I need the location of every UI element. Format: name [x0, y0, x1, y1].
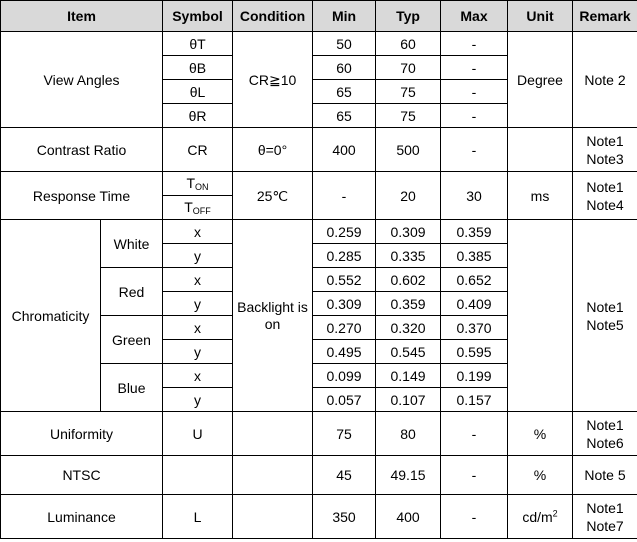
typ-cell: 500 — [376, 128, 441, 172]
symbol-cell — [163, 196, 233, 220]
table-row — [1, 172, 637, 196]
luminance-item: Luminance — [1, 495, 163, 539]
remark-line: Note1 — [586, 416, 624, 433]
table-row — [1, 456, 637, 495]
table-row — [1, 32, 637, 56]
symbol-subscript: OFF — [192, 205, 211, 216]
unit-cell — [508, 128, 573, 172]
remark-line: Note1 — [586, 499, 624, 516]
typ-cell: 60 — [376, 32, 441, 56]
header-unit: Unit — [508, 1, 573, 32]
response-time-item: Response Time — [1, 172, 163, 220]
max-cell: - — [441, 495, 508, 539]
chromaticity-condition: Backlight is on — [233, 220, 313, 412]
min-cell: 0.099 — [313, 364, 376, 388]
symbol-cell: y — [163, 340, 233, 364]
symbol-cell: CR — [163, 128, 233, 172]
symbol-cell: θT — [163, 32, 233, 56]
color-label-blue: Blue — [101, 364, 163, 412]
header-item: Item — [1, 1, 163, 32]
max-cell: 0.199 — [441, 364, 508, 388]
table-row — [1, 412, 637, 456]
header-remark: Remark — [573, 1, 637, 32]
max-cell: 0.652 — [441, 268, 508, 292]
table-row — [1, 220, 637, 244]
typ-cell: 70 — [376, 56, 441, 80]
typ-cell: 75 — [376, 104, 441, 128]
max-cell: - — [441, 456, 508, 495]
typ-cell: 0.107 — [376, 388, 441, 412]
max-cell: - — [441, 104, 508, 128]
symbol-cell: y — [163, 292, 233, 316]
symbol-base: T — [186, 174, 196, 191]
min-cell: - — [313, 172, 376, 220]
typ-cell: 80 — [376, 412, 441, 456]
symbol-cell: x — [163, 220, 233, 244]
symbol-cell: θR — [163, 104, 233, 128]
remark-line: Note4 — [586, 196, 624, 213]
min-cell: 0.309 — [313, 292, 376, 316]
min-cell: 0.057 — [313, 388, 376, 412]
header-row — [1, 1, 637, 32]
color-label-red: Red — [101, 268, 163, 316]
view-angles-condition: CR≧10 — [233, 32, 313, 128]
view-angles-remark: Note 2 — [573, 32, 637, 128]
condition-cell — [233, 495, 313, 539]
header-min: Min — [313, 1, 376, 32]
remark-line: Note1 — [586, 178, 624, 195]
max-cell: - — [441, 128, 508, 172]
typ-cell: 20 — [376, 172, 441, 220]
ntsc-item: NTSC — [1, 456, 163, 495]
chromaticity-item: Chromaticity — [1, 220, 101, 412]
typ-cell: 0.149 — [376, 364, 441, 388]
unit-cell: ms — [508, 172, 573, 220]
remark-line: Note5 — [586, 316, 624, 333]
symbol-cell: θL — [163, 80, 233, 104]
min-cell: 60 — [313, 56, 376, 80]
table-row — [1, 495, 637, 539]
max-cell: 0.359 — [441, 220, 508, 244]
symbol-cell — [163, 172, 233, 196]
max-cell: 0.157 — [441, 388, 508, 412]
color-label-white: White — [101, 220, 163, 268]
view-angles-item: View Angles — [1, 32, 163, 128]
unit-cell: % — [508, 412, 573, 456]
min-cell: 0.270 — [313, 316, 376, 340]
typ-cell: 0.359 — [376, 292, 441, 316]
header-max: Max — [441, 1, 508, 32]
max-cell: - — [441, 56, 508, 80]
remark-line: Note1 — [586, 132, 624, 149]
condition-cell — [233, 412, 313, 456]
min-cell: 65 — [313, 80, 376, 104]
remark-cell — [573, 128, 637, 172]
symbol-cell: y — [163, 244, 233, 268]
typ-cell: 75 — [376, 80, 441, 104]
min-cell: 350 — [313, 495, 376, 539]
uniformity-item: Uniformity — [1, 412, 163, 456]
min-cell: 0.285 — [313, 244, 376, 268]
symbol-cell: x — [163, 364, 233, 388]
remark-line: Note1 — [586, 298, 624, 315]
min-cell: 0.259 — [313, 220, 376, 244]
remark-line: Note7 — [586, 517, 624, 534]
remark-cell — [573, 172, 637, 220]
typ-cell: 0.602 — [376, 268, 441, 292]
header-typ: Typ — [376, 1, 441, 32]
remark-line: Note3 — [586, 150, 624, 167]
max-cell: 0.385 — [441, 244, 508, 268]
max-cell: 0.409 — [441, 292, 508, 316]
typ-cell: 0.320 — [376, 316, 441, 340]
remark-cell: Note 5 — [573, 456, 637, 495]
view-angles-unit: Degree — [508, 32, 573, 128]
max-cell: - — [441, 32, 508, 56]
remark-cell — [573, 412, 637, 456]
symbol-cell: x — [163, 316, 233, 340]
symbol-subscript: ON — [195, 181, 209, 192]
contrast-ratio-item: Contrast Ratio — [1, 128, 163, 172]
min-cell: 50 — [313, 32, 376, 56]
max-cell: - — [441, 412, 508, 456]
max-cell: 0.370 — [441, 316, 508, 340]
condition-cell: θ=0° — [233, 128, 313, 172]
min-cell: 45 — [313, 456, 376, 495]
symbol-cell: x — [163, 268, 233, 292]
min-cell: 400 — [313, 128, 376, 172]
table-row — [1, 128, 637, 172]
header-condition: Condition — [233, 1, 313, 32]
typ-cell: 0.309 — [376, 220, 441, 244]
condition-cell — [233, 456, 313, 495]
unit-superscript: 2 — [552, 507, 558, 518]
min-cell: 0.552 — [313, 268, 376, 292]
header-symbol: Symbol — [163, 1, 233, 32]
symbol-cell: y — [163, 388, 233, 412]
symbol-cell: L — [163, 495, 233, 539]
unit-cell: % — [508, 456, 573, 495]
min-cell: 65 — [313, 104, 376, 128]
unit-cell — [508, 495, 573, 539]
max-cell: - — [441, 80, 508, 104]
typ-cell: 49.15 — [376, 456, 441, 495]
symbol-cell: θB — [163, 56, 233, 80]
color-label-green: Green — [101, 316, 163, 364]
unit-base: cd/m — [522, 508, 553, 525]
symbol-base: T — [184, 198, 193, 215]
remark-line: Note6 — [586, 434, 624, 451]
max-cell: 30 — [441, 172, 508, 220]
remark-cell — [573, 495, 637, 539]
typ-cell: 0.335 — [376, 244, 441, 268]
condition-cell: 25℃ — [233, 172, 313, 220]
max-cell: 0.595 — [441, 340, 508, 364]
typ-cell: 0.545 — [376, 340, 441, 364]
symbol-cell — [163, 456, 233, 495]
min-cell: 75 — [313, 412, 376, 456]
symbol-cell: U — [163, 412, 233, 456]
chromaticity-remark — [573, 220, 637, 412]
chromaticity-unit — [508, 220, 573, 412]
typ-cell: 400 — [376, 495, 441, 539]
min-cell: 0.495 — [313, 340, 376, 364]
